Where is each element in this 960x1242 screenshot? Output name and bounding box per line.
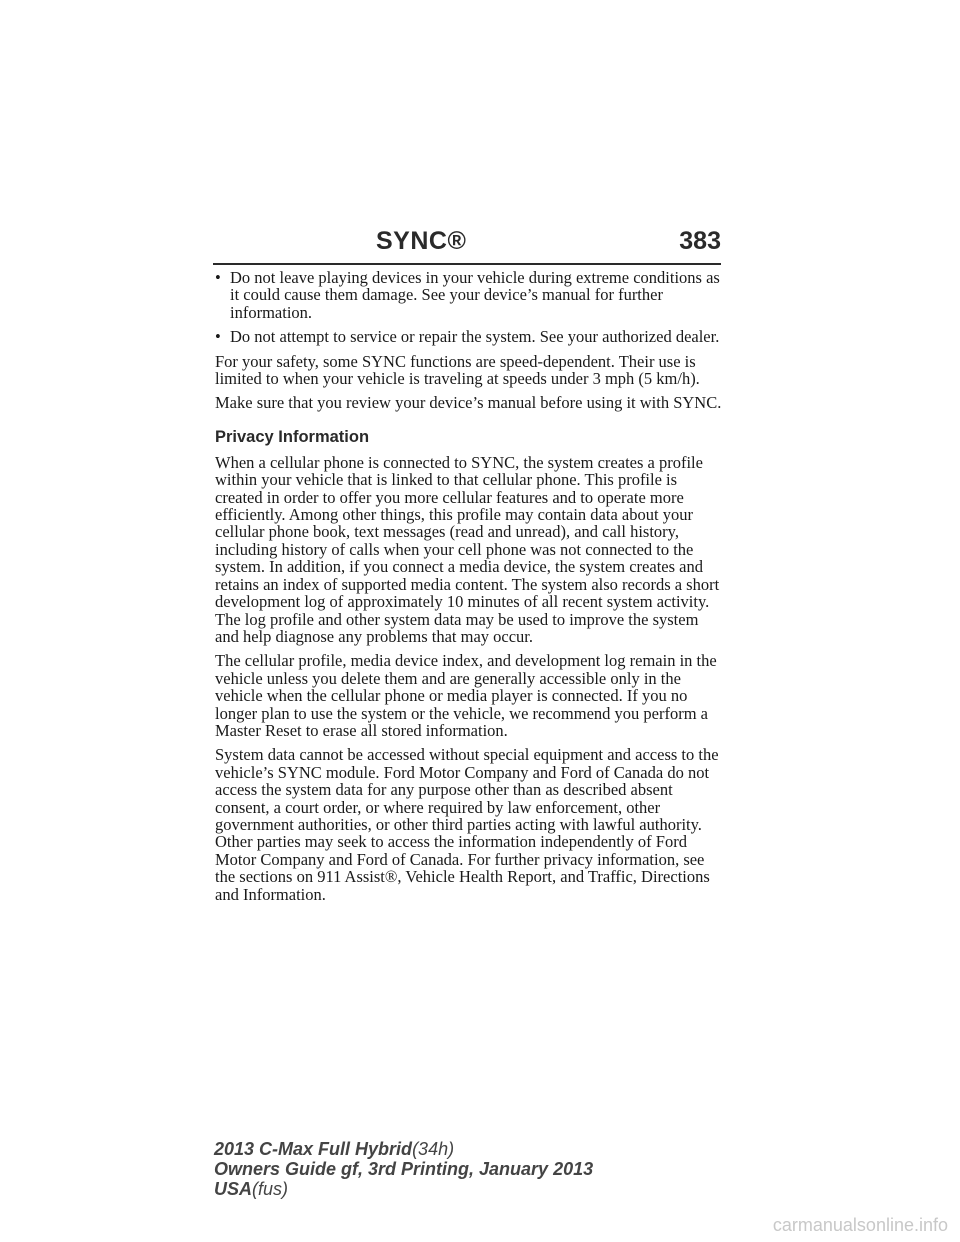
list-item	[215, 269, 723, 321]
footer-line-region	[214, 1179, 593, 1199]
watermark-text: carmanualsonline.info	[772, 1215, 948, 1235]
privacy-paragraph-access: System data cannot be accessed without special equipment and access to the vehicle’s SYNC module. Ford Motor Company and Ford of Canada do not access the system data for any purpose other than as described absent consent, a court order, or where required by law enforcement, other government authorities, or other third parties acting with lawful authority. Other parties may seek to access the information independently of Ford Motor Company and Ford of Canada. For further privacy information, see the sections on 911 Assist®, Vehicle Health Report, and Traffic, Directions and Information.	[215, 745, 719, 904]
privacy-paragraph-storage: The cellular profile, media device index, and development log remain in the vehicle unless you delete them and are generally accessible only in the vehicle when the cellular phone or media player is connected. If you no longer plan to use the system or the vehicle, we recommend you perform a Master Reset to erase all stored information.	[215, 651, 717, 740]
privacy-paragraph-profile: When a cellular phone is connected to SYNC, the system creates a profile within your vehicle that is linked to that cellular phone. This profile is created in order to offer you more cellular features and to operate more efficiently. Among other things, this profile may contain data about your cellular phone book, text messages (read and unread), and call history, including history of calls when your cell phone was not connected to the system. In addition, if you connect a media device, the system creates and retains an index of supported media content. The system also records a short development log of approximately 10 minutes of all recent system activity. The log profile and other system data may be used to improve the system and help diagnose any problems that may occur.	[215, 452, 720, 646]
section-title: SYNC®	[376, 227, 467, 255]
footer-region-code: (fus)	[252, 1179, 289, 1199]
page-content	[215, 269, 723, 910]
list-item	[215, 328, 723, 345]
document-footer	[214, 1139, 593, 1199]
header-rule	[213, 263, 721, 265]
footer-line-guide: Owners Guide gf, 3rd Printing, January 2013	[214, 1159, 594, 1179]
footer-region: USA	[214, 1179, 253, 1199]
device-manual-paragraph: Make sure that you review your device’s manual before using it with SYNC.	[215, 393, 722, 413]
page-header	[213, 226, 721, 266]
footer-model-code: (34h)	[412, 1139, 455, 1159]
privacy-heading: Privacy Information	[215, 427, 370, 446]
bullet-list	[215, 269, 723, 346]
bullet-text: Do not leave playing devices in your vehicle during extreme conditions as it could cause them damage. See your device’s manual for further information.	[230, 268, 720, 322]
footer-model: 2013 C-Max Full Hybrid	[214, 1139, 413, 1159]
speed-dependency-paragraph: For your safety, some SYNC functions are speed-dependent. Their use is limited to when your vehicle is traveling at speeds under 3 mph (5 km/h).	[215, 351, 700, 389]
bullet-icon: •	[215, 268, 221, 287]
bullet-text: Do not attempt to service or repair the system. See your authorized dealer.	[230, 327, 720, 347]
bullet-icon: •	[215, 327, 221, 347]
footer-line-model	[214, 1139, 593, 1159]
page-number: 383	[679, 227, 721, 255]
